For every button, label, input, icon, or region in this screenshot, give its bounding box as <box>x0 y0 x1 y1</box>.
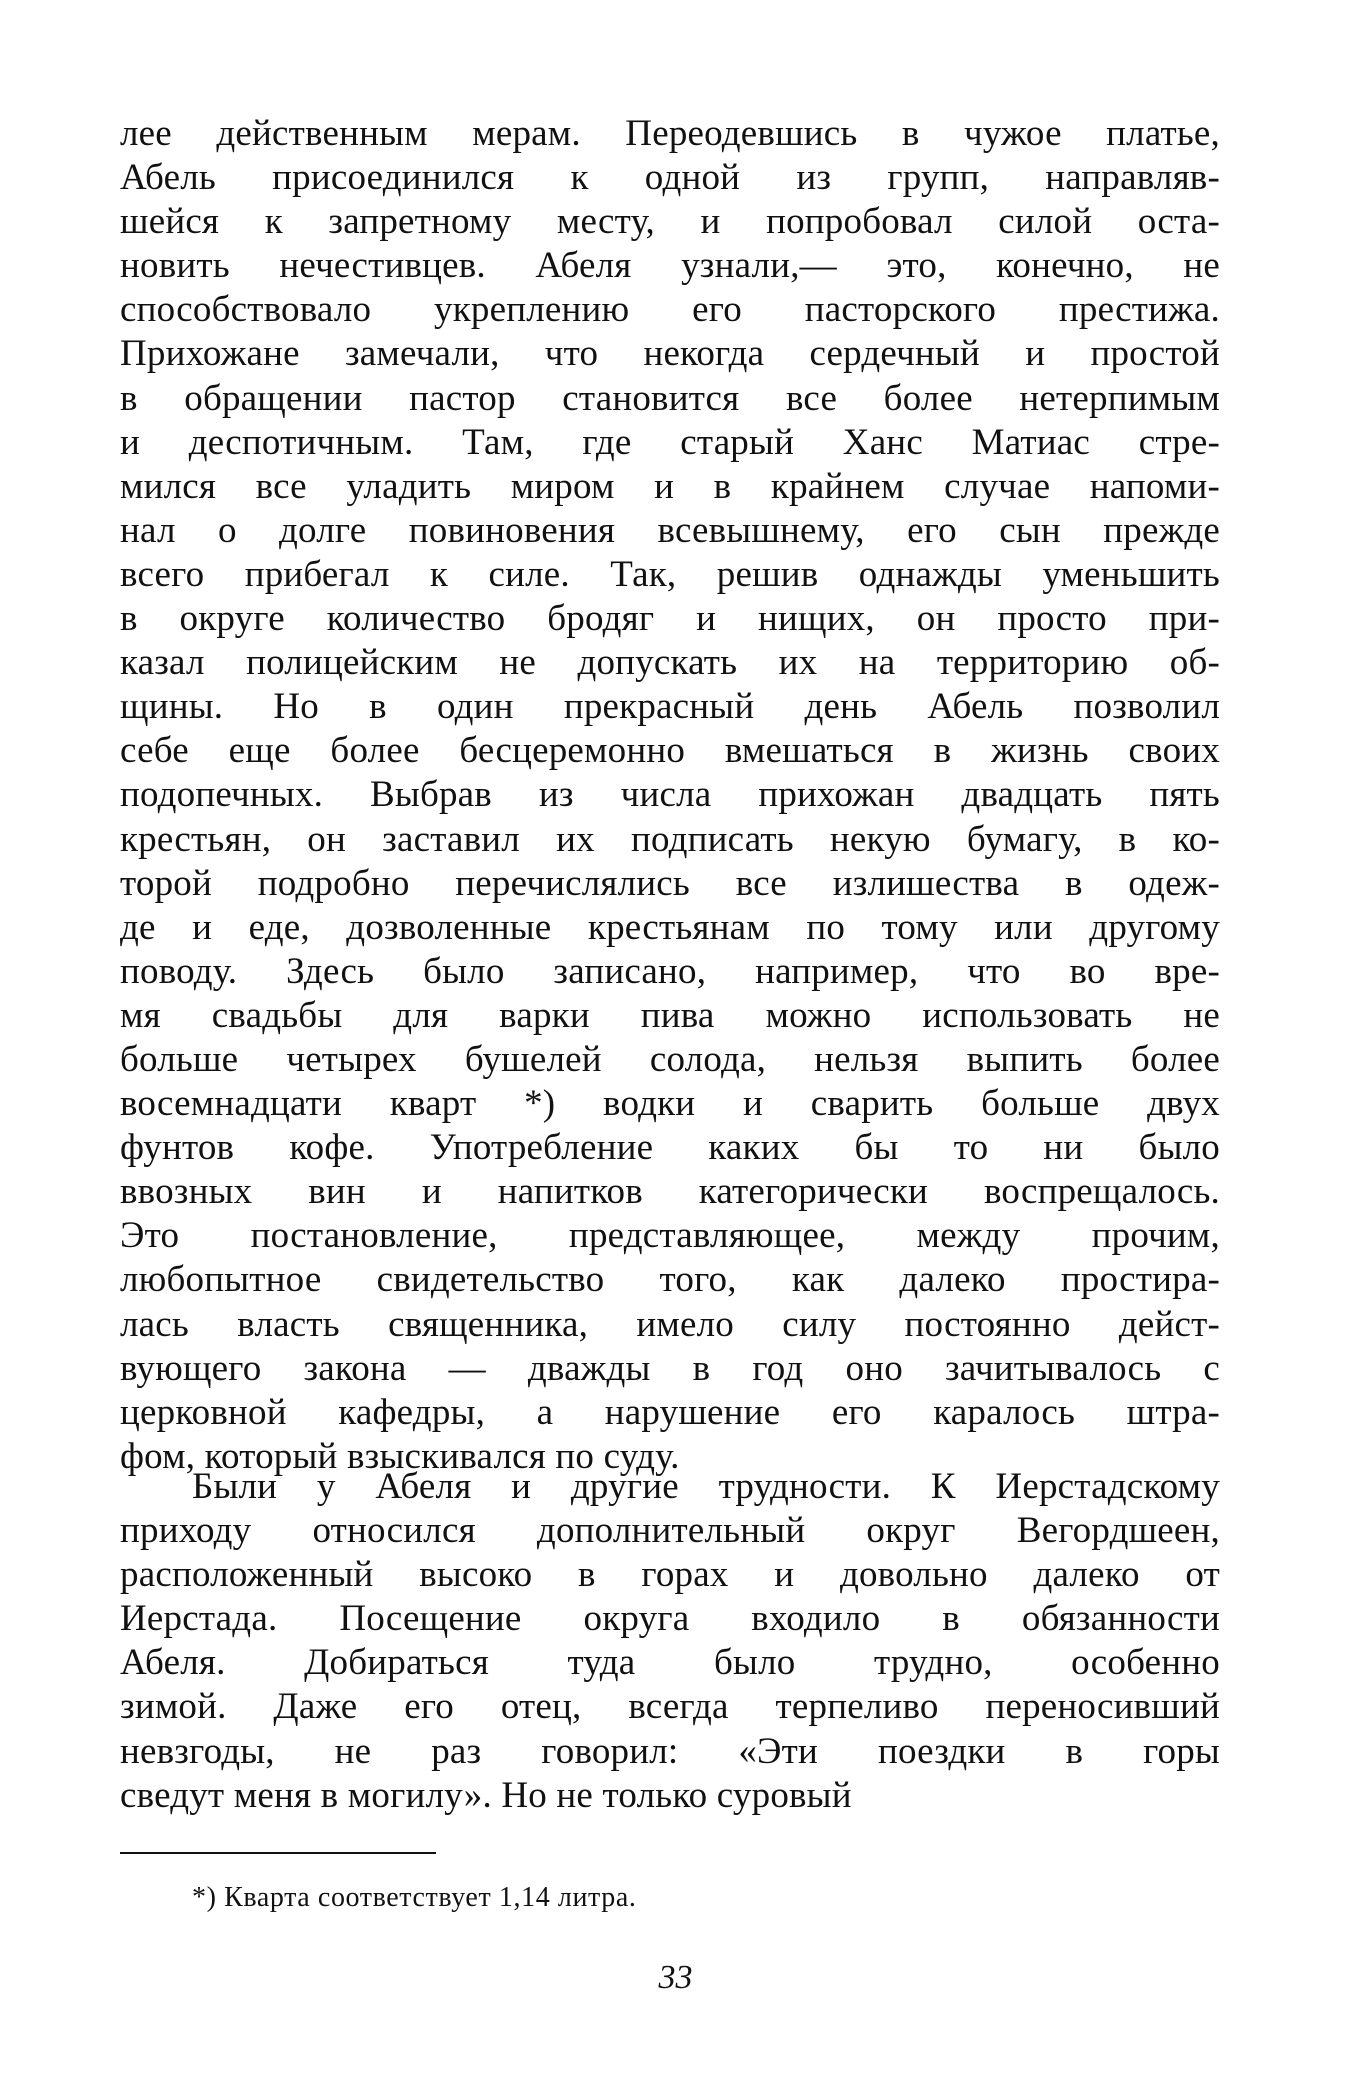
text-line: всего прибегал к силе. Так, решив однажды уменьшить <box>120 553 1220 595</box>
text-line: фом, который взыскивался по суду. <box>120 1435 680 1477</box>
text-line: фунтов кофе. Употребление каких бы то ни было <box>120 1127 1220 1169</box>
text-line: в обращении пастор становится все более нетерпимым <box>120 377 1220 419</box>
text-line: восемнадцати кварт *) водки и сварить больше двух <box>120 1083 1220 1125</box>
text-line: лась власть священника, имело силу постоянно дейст- <box>120 1303 1220 1345</box>
text-line: мился все уладить миром и в крайнем случае напоми- <box>120 465 1220 507</box>
text-line: и деспотичным. Там, где старый Ханс Матиас стре- <box>120 421 1220 463</box>
footnote-divider <box>120 1852 436 1854</box>
text-line: новить нечестивцев. Абеля узнали,— это, конечно, не <box>120 245 1220 287</box>
paragraph-1 <box>120 112 1220 1479</box>
text-line: Иерстада. Посещение округа входило в обязанности <box>120 1598 1220 1640</box>
text-line: в округе количество бродяг и нищих, он просто при- <box>120 598 1220 640</box>
text-line: способствовало укреплению его пасторского престижа. <box>120 289 1220 331</box>
text-line: Абеля. Добираться туда было трудно, особенно <box>120 1642 1220 1684</box>
text-line: расположенный высоко в горах и довольно далеко от <box>120 1554 1220 1596</box>
page-number: 33 <box>658 1959 693 1996</box>
text-line: шейся к запретному месту, и попробовал силой оста- <box>120 201 1220 243</box>
footnote: *) Кварта соответствует 1,14 литра. <box>192 1882 637 1913</box>
text-line: лее действенным мерам. Переодевшись в чужое платье, <box>120 113 1220 154</box>
text-line: больше четырех бушелей солода, нельзя выпить более <box>120 1038 1220 1080</box>
text-line: мя свадьбы для варки пива можно использовать не <box>120 994 1220 1036</box>
text-line: поводу. Здесь было записано, например, что во вре- <box>120 950 1220 992</box>
paragraph-2 <box>120 1465 1220 1818</box>
text-line: сведут меня в могилу». Но не только суровый <box>120 1774 852 1816</box>
text-line: Абель присоединился к одной из групп, направляв- <box>120 157 1220 199</box>
text-line: Были у Абеля и другие трудности. К Иерстадскому <box>192 1466 1220 1507</box>
text-line: себе еще более бесцеремонно вмешаться в жизнь своих <box>120 730 1220 772</box>
text-line: любопытное свидетельство того, как далеко простира- <box>120 1259 1220 1301</box>
text-line: щины. Но в один прекрасный день Абель позволил <box>120 686 1220 728</box>
text-line: крестьян, он заставил их подписать некую бумагу, в ко- <box>120 818 1220 860</box>
text-line: подопечных. Выбрав из числа прихожан двадцать пять <box>120 774 1220 816</box>
text-line: казал полицейским не допускать их на территорию об- <box>120 642 1220 684</box>
text-line: приходу относился дополнительный округ Вегордшеен, <box>120 1510 1220 1552</box>
text-line: зимой. Даже его отец, всегда терпеливо переносивший <box>120 1686 1220 1728</box>
text-line: вующего закона — дважды в год оно зачитывалось с <box>120 1347 1220 1389</box>
text-line: нал о долге повиновения всевышнему, его сын прежде <box>120 509 1220 551</box>
text-line: де и еде, дозволенные крестьянам по тому или другому <box>120 906 1220 948</box>
text-line: Это постановление, представляющее, между прочим, <box>120 1215 1220 1257</box>
text-line: церковной кафедры, а нарушение его каралось штра- <box>120 1391 1220 1433</box>
text-line: Прихожане замечали, что некогда сердечный и простой <box>120 333 1220 375</box>
text-line: торой подробно перечислялись все излишества в одеж- <box>120 862 1220 904</box>
text-line: невзгоды, не раз говорил: «Эти поездки в горы <box>120 1730 1220 1772</box>
text-line: ввозных вин и напитков категорически воспрещалось. <box>120 1171 1220 1213</box>
